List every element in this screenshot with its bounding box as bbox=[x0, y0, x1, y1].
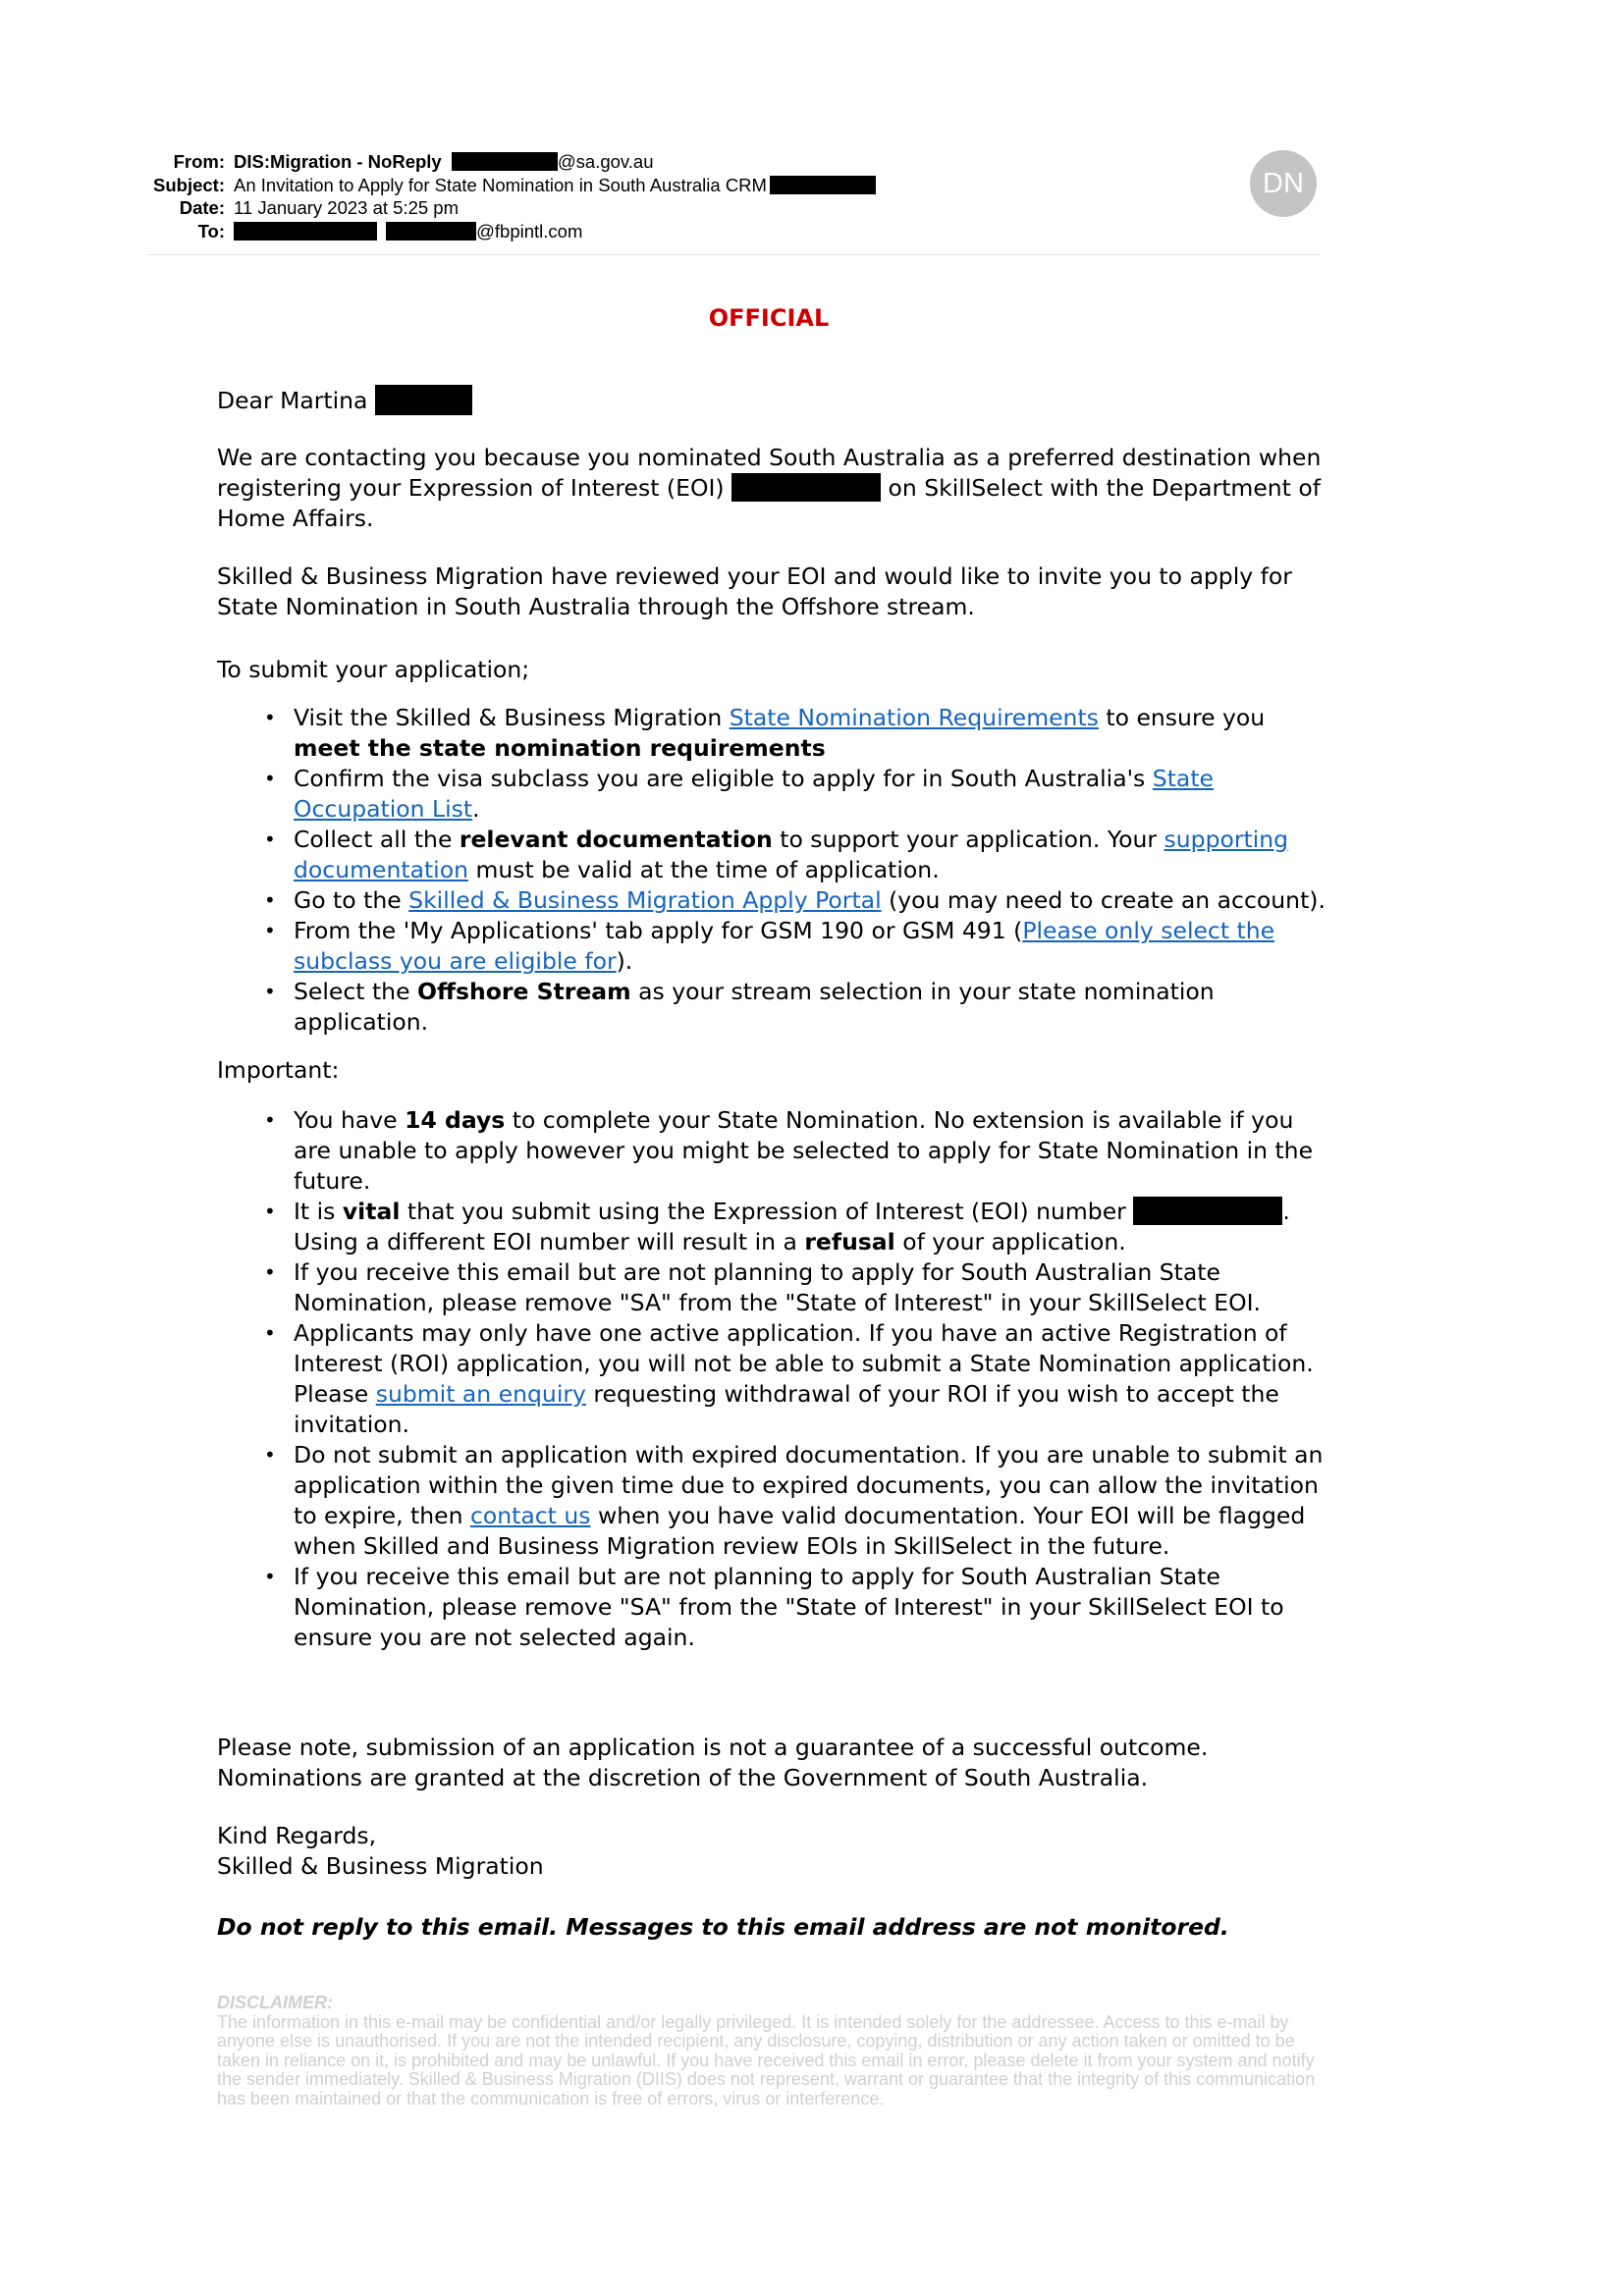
subject-row bbox=[142, 174, 928, 197]
list-item: • Select the Offshore Stream as your stream selection in your state nomination application. bbox=[294, 977, 1326, 1038]
redaction-block bbox=[452, 152, 558, 171]
header-divider bbox=[146, 254, 1320, 255]
invite-paragraph: Skilled & Business Migration have reviewed your EOI and would like to invite you to apply for State Nomination in South Australia through the Offshore stream. bbox=[217, 562, 1292, 620]
to-value[interactable] bbox=[234, 220, 582, 243]
from-label: From: bbox=[173, 151, 225, 172]
list-item: • Visit the Skilled & Business Migration State Nomination Requirements to ensure you meet the state nomination requirements bbox=[294, 703, 1326, 764]
list-item: • It is vital that you submit using the Expression of Interest (EOI) number . Using a different EOI number will result in a refusal of your application. bbox=[294, 1197, 1326, 1257]
subject-value bbox=[234, 174, 876, 197]
intro-paragraph: We are contacting you because you nominated South Australia as a preferred destination when registering your Expression of Interest (EOI) on SkillSelect with the Department of Home Affairs. bbox=[217, 444, 1322, 532]
disclaimer-text: The information in this e-mail may be confidential and/or legally privileged. It is intended solely for the addressee. Access to this e-mail by anyone else is unauthorised. If you are not the intended recipient, any disclosure, copying, distribution or any action taken or omitted to be taken in reliance on it, is prohibited and may be unlawful. If you have received this email in error, please delete it from your system and notify the sender immediately. Skilled & Business Migration (DIIS) does not represent, warrant or guarantee that the integrity of this communication has been maintained or that the communication is free of errors, virus or interference. bbox=[217, 2011, 1316, 2109]
sender-avatar[interactable]: DN bbox=[1250, 150, 1317, 217]
greeting: Dear Martina bbox=[217, 385, 1326, 416]
sender-domain: @sa.gov.au bbox=[557, 151, 654, 172]
state-nomination-requirements-link[interactable]: State Nomination Requirements bbox=[729, 704, 1099, 731]
redaction-block bbox=[770, 176, 876, 194]
contact-us-link[interactable]: contact us bbox=[469, 1502, 591, 1529]
from-row bbox=[142, 150, 928, 174]
date-label: Date: bbox=[179, 197, 225, 218]
list-item: • Collect all the relevant documentation to support your application. Your supporting documentation must be valid at the time of application. bbox=[294, 825, 1326, 885]
important-label: Important: bbox=[217, 1056, 340, 1084]
list-item: • Applicants may only have one active application. If you have an active Registration of Interest (ROI) application, you will not be able to submit a State Nomination application. Please submit an enquiry requesting withdrawal of your ROI if you wish to accept the invitation. bbox=[294, 1318, 1326, 1440]
important-list bbox=[217, 1105, 1326, 1653]
recipient-domain: @fbpintl.com bbox=[476, 220, 583, 241]
sender-name: DIS:Migration - NoReply bbox=[234, 151, 442, 172]
supporting-documentation-link[interactable]: supporting documentation bbox=[294, 826, 1289, 883]
redaction-block bbox=[386, 222, 476, 240]
subject-label: Subject: bbox=[153, 174, 225, 195]
email-body bbox=[217, 385, 1326, 1943]
to-label: To: bbox=[197, 220, 225, 241]
date-row bbox=[142, 196, 928, 220]
list-item: • Confirm the visa subclass you are eligible to apply for in South Australia's State Occupation List. bbox=[294, 764, 1326, 825]
from-value[interactable] bbox=[234, 150, 654, 174]
list-item: • From the 'My Applications' tab apply for GSM 190 or GSM 491 (Please only select the subclass you are eligible for). bbox=[294, 916, 1326, 977]
list-item: • If you receive this email but are not planning to apply for South Australian State Nomination, please remove "SA" from the "State of Interest" in your SkillSelect EOI to ensure you are not selected again. bbox=[294, 1562, 1326, 1653]
regards: Kind Regards, bbox=[217, 1822, 377, 1849]
apply-portal-link[interactable]: Skilled & Business Migration Apply Portal bbox=[408, 886, 882, 914]
redaction-block bbox=[375, 385, 472, 415]
submit-enquiry-link[interactable]: submit an enquiry bbox=[375, 1380, 586, 1408]
to-row bbox=[142, 220, 928, 243]
no-reply-notice: Do not reply to this email. Messages to this email address are not monitored. bbox=[217, 1913, 1229, 1941]
redaction-block bbox=[731, 473, 881, 502]
subject-text: An Invitation to Apply for State Nomination in South Australia CRM bbox=[234, 174, 767, 195]
email-header bbox=[142, 150, 928, 242]
eligible-subclass-link[interactable]: Please only select the subclass you are eligible for bbox=[294, 917, 1275, 975]
note-paragraph: Please note, submission of an application is not a guarantee of a successful outcome. Nominations are granted at the discretion of the Government of South Australia. bbox=[217, 1734, 1209, 1791]
classification-label: OFFICIAL bbox=[708, 304, 830, 332]
signature: Skilled & Business Migration bbox=[217, 1852, 544, 1880]
list-item: • Go to the Skilled & Business Migration Apply Portal (you may need to create an account). bbox=[294, 885, 1326, 916]
steps-list bbox=[217, 703, 1326, 1038]
submit-intro: To submit your application; bbox=[217, 656, 530, 683]
redaction-block bbox=[1133, 1197, 1282, 1225]
disclaimer-title: DISCLAIMER: bbox=[217, 1993, 333, 2012]
list-item: • You have 14 days to complete your State Nomination. No extension is available if you are unable to apply however you might be selected to apply for State Nomination in the future. bbox=[294, 1105, 1326, 1197]
list-item: • Do not submit an application with expired documentation. If you are unable to submit an application within the given time due to expired documents, you can allow the invitation to expire, then contact us when you have valid documentation. Your EOI will be flagged when Skilled and Business Migration review EOIs in SkillSelect in the future. bbox=[294, 1440, 1326, 1562]
date-value: 11 January 2023 at 5:25 pm bbox=[234, 197, 460, 218]
state-occupation-list-link[interactable]: State Occupation List bbox=[294, 765, 1214, 823]
redaction-block bbox=[234, 222, 377, 240]
disclaimer bbox=[217, 1994, 1317, 2109]
list-item: • If you receive this email but are not planning to apply for South Australian State Nomination, please remove "SA" from the "State of Interest" in your SkillSelect EOI. bbox=[294, 1257, 1326, 1318]
